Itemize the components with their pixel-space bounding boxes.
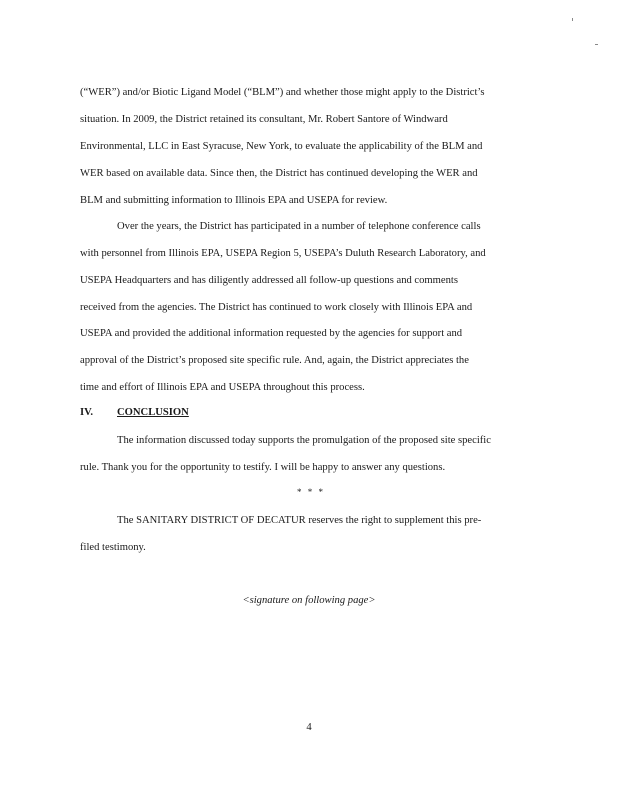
text-line: The SANITARY DISTRICT OF DECATUR reserves the right to supplement this pre- <box>117 515 482 526</box>
section-title: CONCLUSION <box>117 407 189 418</box>
section-number: IV. <box>80 407 94 418</box>
text-line: Over the years, the District has participated in a number of telephone conference calls <box>117 221 481 232</box>
text-line: The information discussed today supports the promulgation of the proposed site specific <box>117 435 491 446</box>
text-line: WER based on available data. Since then, the District has continued developing the WER and <box>80 168 478 179</box>
text-line: received from the agencies. The District has continued to work closely with Illinois EPA and <box>80 302 473 313</box>
signature-note: <signature on following page> <box>242 595 376 606</box>
scan-speck <box>572 18 573 21</box>
text-line: situation. In 2009, the District retained its consultant, Mr. Robert Santore of Windward <box>80 114 448 125</box>
text-line: USEPA Headquarters and has diligently addressed all follow-up questions and comments <box>80 275 458 286</box>
section-separator: * * * <box>297 487 325 497</box>
text-line: USEPA and provided the additional information requested by the agencies for support and <box>80 328 463 339</box>
text-line: BLM and submitting information to Illinois EPA and USEPA for review. <box>80 195 388 206</box>
page-number: 4 <box>306 722 312 733</box>
text-line: Environmental, LLC in East Syracuse, New York, to evaluate the applicability of the BLM and <box>80 141 483 152</box>
scan-speck <box>595 44 598 45</box>
text-line: approval of the District’s proposed site specific rule. And, again, the District appreciates the <box>80 355 469 366</box>
text-line: rule. Thank you for the opportunity to testify. I will be happy to answer any questions. <box>80 462 446 473</box>
text-line: with personnel from Illinois EPA, USEPA Region 5, USEPA’s Duluth Research Laboratory, and <box>80 248 486 259</box>
text-line: filed testimony. <box>80 542 146 553</box>
text-line: (“WER”) and/or Biotic Ligand Model (“BLM”) and whether those might apply to the District’s <box>80 87 485 98</box>
text-line: time and effort of Illinois EPA and USEPA throughout this process. <box>80 382 365 393</box>
